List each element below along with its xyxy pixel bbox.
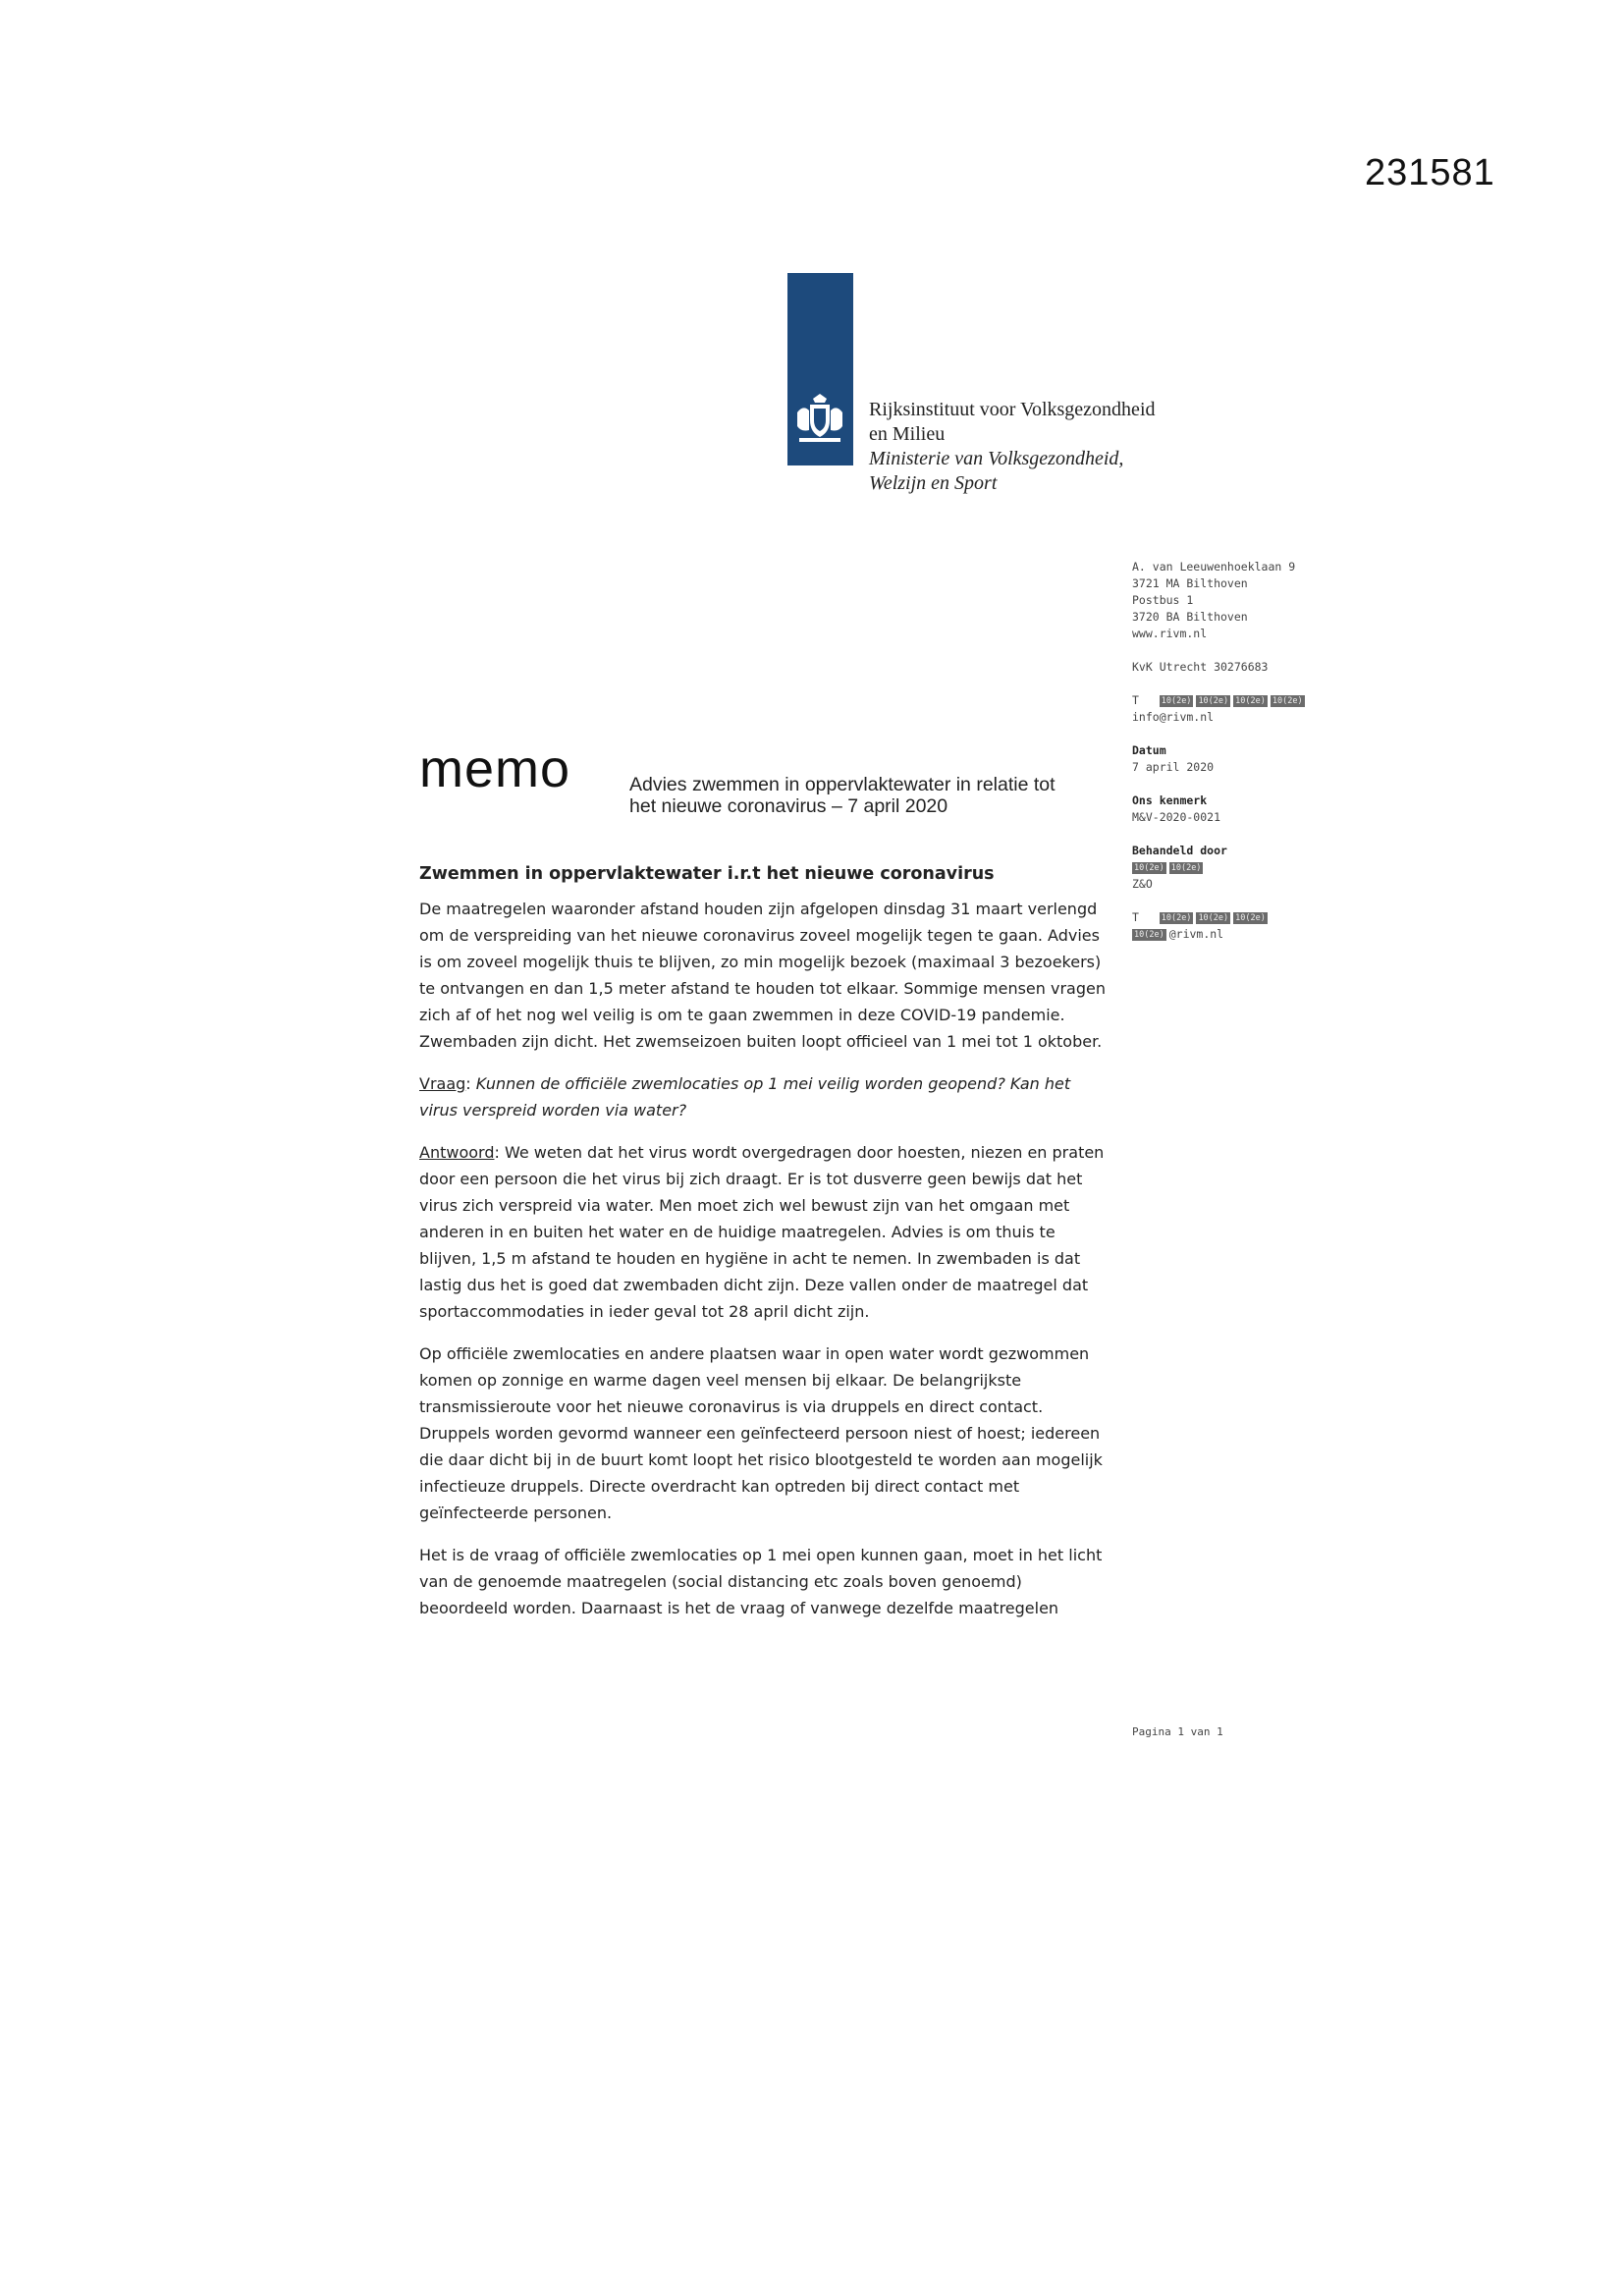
behandeld-label: Behandeld door <box>1132 844 1227 857</box>
phone-prefix: T <box>1132 693 1139 707</box>
paragraph-evaluation: Het is de vraag of officiële zwemlocaties op 1 mei open kunnen gaan, moet in het licht van de genoemde maatregelen (social distancing etc zoals boven genoemd) beoordeeld worden. Daarnaast is het de vraag of vanwege dezelfde maatregelen <box>419 1546 1103 1617</box>
document-number: 231581 <box>1365 152 1495 193</box>
antwoord-label: Antwoord <box>419 1143 495 1162</box>
org-line-4: Welzijn en Sport <box>869 472 998 494</box>
contact-line-1 <box>1132 909 1368 926</box>
email-link[interactable]: info@rivm.nl <box>1132 710 1215 724</box>
behandeld-value: Z&O <box>1132 877 1153 891</box>
sidebar <box>1132 559 1368 943</box>
org-line-2: en Milieu <box>869 423 946 445</box>
vraag-text: Kunnen de officiële zwemlocaties op 1 mei veilig worden geopend? Kan het virus verspreid worden via water? <box>419 1074 1071 1120</box>
org-line-1: Rijksinstituut voor Volksgezondheid <box>869 399 1156 420</box>
redaction: 10(2e) <box>1170 862 1202 873</box>
redaction: 10(2e) <box>1134 929 1164 940</box>
kenmerk-value: M&V-2020-0021 <box>1132 810 1221 824</box>
redaction: 10(2e) <box>1198 695 1229 706</box>
antwoord-text: : We weten dat het virus wordt overgedragen door hoesten, niezen en praten door een persoon die het virus bij zich draagt. Er is tot dusverre geen bewijs dat het virus zich verspreid via water. Men moet zich wel bewust zijn van het omgaan met anderen in en buiten het water en de huidige maatregelen. Advies is om thuis te blijven, 1,5 m afstand te houden en hygiëne in acht te nemen. In zwembaden is dat lastig dus het is goed dat zwembaden dicht zijn. Deze vallen onder de maatregel dat sportaccommodaties in ieder geval tot 28 april dicht zijn. <box>419 1143 1105 1321</box>
redaction: 10(2e) <box>1161 695 1192 706</box>
memo-body <box>419 862 1111 1637</box>
paragraph-answer <box>419 1139 1111 1325</box>
address-line: A. van Leeuwenhoeklaan 9 <box>1132 560 1296 574</box>
redaction: 10(2e) <box>1198 912 1229 923</box>
page-number: Pagina 1 van 1 <box>1132 1725 1223 1738</box>
paragraph-intro: De maatregelen waaronder afstand houden zijn afgelopen dinsdag 31 maart verlengd om de verspreiding van het nieuwe coronavirus zoveel mogelijk tegen te gaan. Advies is om zoveel mogelijk thuis te blijven, zo min mogelijk bezoek (maximaal 3 bezoekers) te ontvangen en dan 1,5 meter afstand te houden tot elkaar. Sommige mensen vragen zich af of het nog wel veilig is om te gaan zwemmen in deze COVID-19 pandemie. Zwembaden zijn dicht. Het zwemseizoen buiten loopt officieel van 1 mei tot 1 oktober. <box>419 900 1106 1051</box>
organization-name <box>869 398 1156 496</box>
memo-subject <box>629 774 1110 817</box>
address-line: Postbus 1 <box>1132 593 1194 607</box>
redaction: 10(2e) <box>1235 695 1266 706</box>
kenmerk-label: Ons kenmerk <box>1132 793 1208 807</box>
contact-suffix: @rivm.nl <box>1168 927 1224 941</box>
datum-label: Datum <box>1132 743 1166 757</box>
redaction: 10(2e) <box>1134 862 1164 873</box>
subject-line-2: het nieuwe coronavirus – 7 april 2020 <box>629 795 948 817</box>
vraag-label: Vraag <box>419 1074 466 1093</box>
contact-prefix: T <box>1132 910 1139 924</box>
kvk-number: KvK Utrecht 30276683 <box>1132 660 1269 674</box>
paragraph-question: Vraag: Kunnen de officiële zwemlocaties op 1 mei veilig worden geopend? Kan het virus verspreid worden via water? <box>419 1074 1071 1120</box>
redaction: 10(2e) <box>1161 912 1192 923</box>
website-link[interactable]: www.rivm.nl <box>1132 627 1208 640</box>
behandeld-redactions <box>1132 859 1368 876</box>
datum-value: 7 april 2020 <box>1132 760 1215 774</box>
royal-crest-icon <box>791 391 848 448</box>
memo-title: memo <box>419 739 571 798</box>
subject-line-1: Advies zwemmen in oppervlaktewater in relatie tot <box>629 774 1056 795</box>
address-line: 3721 MA Bilthoven <box>1132 576 1248 590</box>
redaction: 10(2e) <box>1235 912 1266 923</box>
paragraph-transmission: Op officiële zwemlocaties en andere plaatsen waar in open water wordt gezwommen komen op zonnige en warme dagen veel mensen bij elkaar. De belangrijkste transmissieroute voor het nieuwe coronavirus is via druppels en direct contact. Druppels worden gevormd wanneer een geïnfecteerd persoon niest of hoest; iedereen die daar dicht bij in de buurt komt loopt het risico blootgesteld te worden aan mogelijk infectieuze druppels. Directe overdracht kan optreden bij direct contact met geïnfecteerde personen. <box>419 1344 1103 1522</box>
contact-line-2 <box>1132 926 1368 943</box>
body-heading: Zwemmen in oppervlaktewater i.r.t het nieuwe coronavirus <box>419 864 995 884</box>
org-line-3: Ministerie van Volksgezondheid, <box>869 448 1124 469</box>
phone-line <box>1132 692 1368 709</box>
redaction: 10(2e) <box>1272 695 1303 706</box>
address-line: 3720 BA Bilthoven <box>1132 610 1248 624</box>
